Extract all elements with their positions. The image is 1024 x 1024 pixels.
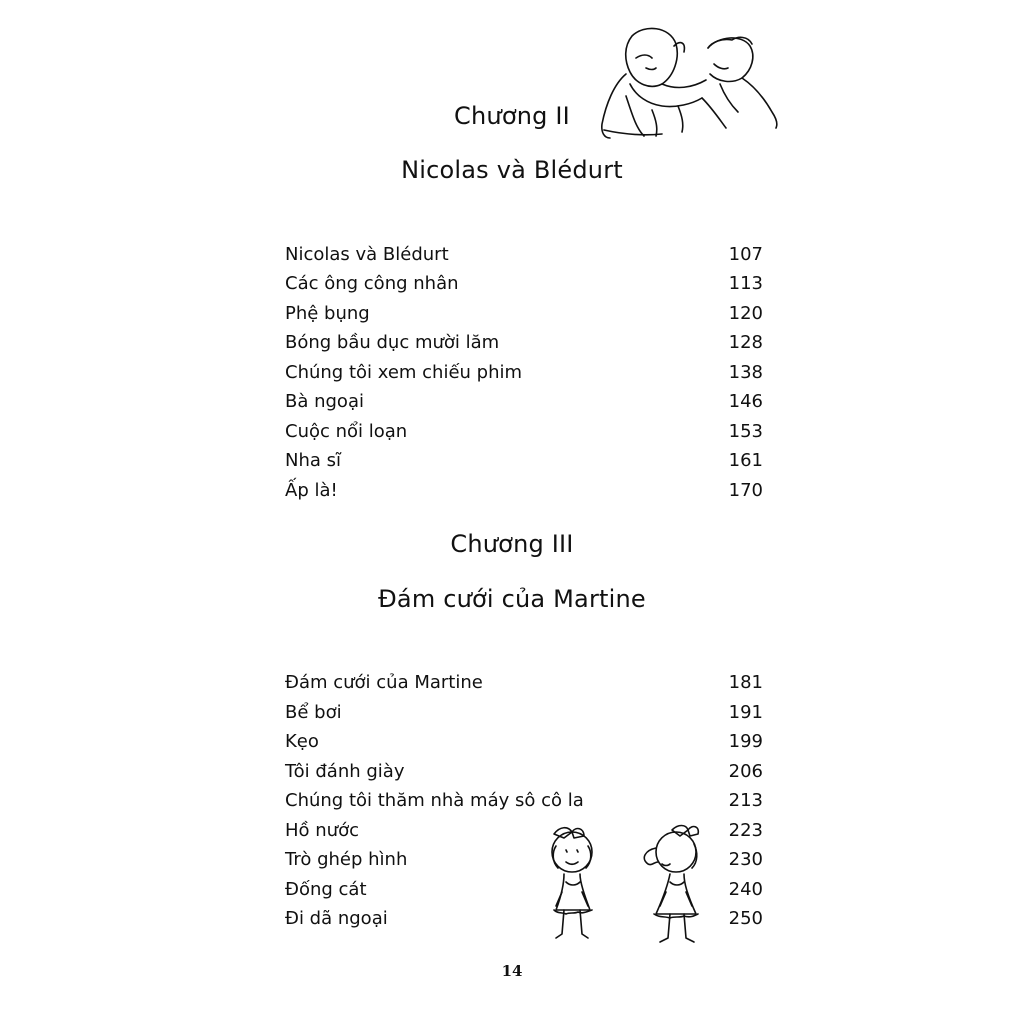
toc-entry-title: Các ông công nhân: [285, 273, 459, 294]
toc-entry-title: Cuộc nổi loạn: [285, 421, 408, 442]
toc-entry: [285, 243, 763, 267]
toc-entry-page: 128: [728, 332, 763, 353]
toc-entry-page: 138: [728, 362, 763, 383]
toc-entry-page: 206: [728, 761, 763, 782]
toc-entry-page: 240: [728, 879, 763, 900]
toc-entry-title: Trò ghép hình: [285, 849, 408, 870]
toc-entry-page: 107: [728, 244, 763, 265]
toc-entry-page: 170: [728, 480, 763, 501]
toc-entry: [285, 272, 763, 296]
toc-entry: [285, 331, 763, 355]
toc-entry: [285, 390, 763, 414]
toc-entry-page: 161: [728, 450, 763, 471]
toc-entry: [285, 730, 763, 754]
toc-entry: [285, 671, 763, 695]
chapter-title: Nicolas và Blédurt: [401, 156, 623, 184]
toc-entry-title: Bể bơi: [285, 702, 342, 723]
toc-entry-title: Phệ bụng: [285, 303, 370, 324]
chapter-title: Đám cưới của Martine: [378, 585, 646, 613]
toc-entry-title: Tôi đánh giày: [285, 761, 405, 782]
toc-entry: [285, 479, 763, 503]
toc-entry-title: Kẹo: [285, 731, 319, 752]
toc-entry: [285, 760, 763, 784]
toc-entry-page: 146: [728, 391, 763, 412]
toc-entry-page: 191: [728, 702, 763, 723]
toc-entry: [285, 302, 763, 326]
toc-entry: [285, 361, 763, 385]
toc-entry-page: 250: [728, 908, 763, 929]
toc-entry-page: 199: [728, 731, 763, 752]
chapter-label: Chương III: [450, 530, 574, 558]
toc-entry-title: Hồ nước: [285, 820, 359, 841]
toc-entry: [285, 449, 763, 473]
toc-entry-title: Đống cát: [285, 879, 367, 900]
toc-entry-title: Đi dã ngoại: [285, 908, 388, 929]
toc-entry-page: 153: [728, 421, 763, 442]
toc-entry-title: Đám cưới của Martine: [285, 672, 483, 693]
toc-entry-page: 181: [728, 672, 763, 693]
two-girls-illustration: [534, 822, 718, 950]
toc-entry-title: Bà ngoại: [285, 391, 364, 412]
toc-entry: [285, 701, 763, 725]
toc-entry-title: Nha sĩ: [285, 450, 342, 471]
toc-entry-page: 120: [728, 303, 763, 324]
toc-entry-page: 213: [728, 790, 763, 811]
toc-entry: [285, 789, 763, 813]
toc-entry-title: Ấp là!: [285, 480, 338, 501]
toc-entry: [285, 420, 763, 444]
toc-entry-title: Nicolas và Blédurt: [285, 244, 449, 265]
toc-entry-page: 230: [728, 849, 763, 870]
chapter-label: Chương II: [454, 102, 570, 130]
toc-entry-title: Bóng bầu dục mười lăm: [285, 332, 500, 353]
toc-entry-title: Chúng tôi xem chiếu phim: [285, 362, 523, 383]
toc-entry-page: 113: [728, 273, 763, 294]
toc-entry-page: 223: [728, 820, 763, 841]
toc-entry-title: Chúng tôi thăm nhà máy sô cô la: [285, 790, 584, 811]
page-number: 14: [501, 962, 523, 980]
